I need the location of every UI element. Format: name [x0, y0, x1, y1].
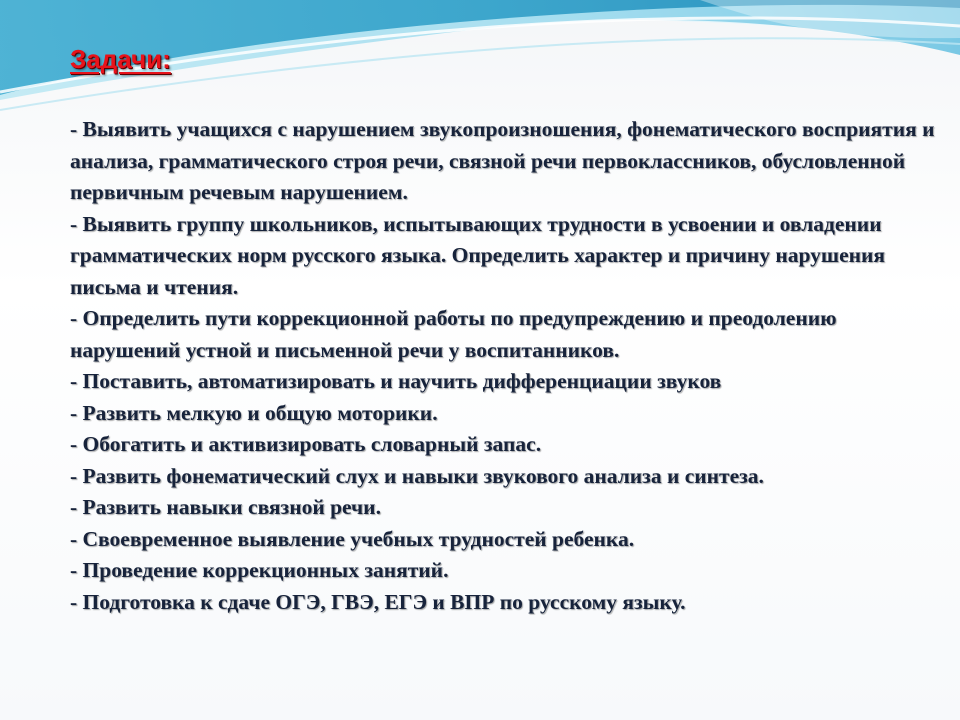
task-item-1: - Выявить учащихся с нарушением звукопроизношения, фонематического восприятия и анализа, грамматического строя речи, связной речи первоклассников, обусловленной первичным речевым нарушением. [70, 117, 935, 204]
task-item-6: - Обогатить и активизировать словарный запас. [70, 432, 542, 456]
task-item-8: - Развить навыки связной речи. [70, 495, 381, 519]
task-item-5: - Развить мелкую и общую моторики. [70, 400, 438, 425]
task-item-11: - Подготовка к сдаче ОГЭ, ГВЭ, ЕГЭ и ВПР по русскому языку. [70, 589, 686, 614]
task-item-4: - Поставить, автоматизировать и научить дифференциации звуков [70, 369, 722, 393]
task-list [70, 114, 940, 618]
task-item-7: - Развить фонематический слух и навыки звукового анализа и синтеза. [70, 463, 764, 488]
task-item-10: - Проведение коррекционных занятий. [70, 558, 449, 582]
task-item-2: - Выявить группу школьников, испытывающих трудности в усвоении и овладении грамматических норм русского языка. Определить характер и причину нарушения письма и чтения. [70, 211, 886, 299]
slide-title: Задачи: [70, 44, 171, 74]
task-item-9: - Своевременное выявление учебных трудностей ребенка. [70, 526, 635, 551]
task-item-3: - Определить пути коррекционной работы по предупреждению и преодолению нарушений устной и письменной речи у воспитанников. [70, 306, 837, 362]
